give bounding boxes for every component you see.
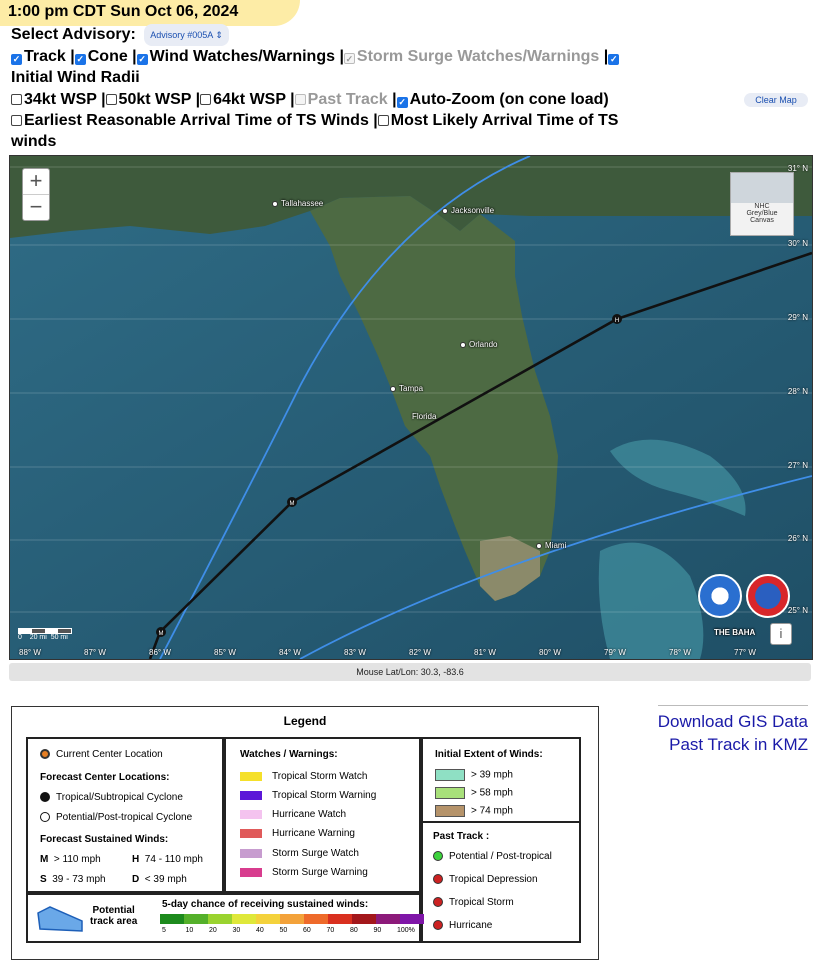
legend-extent-0: > 39 mph xyxy=(435,769,513,781)
wsp-color-1 xyxy=(184,914,208,924)
lat-label-25: 25° N xyxy=(787,606,808,615)
legend-watch-1: Tropical Storm Warning xyxy=(240,790,376,801)
city-dot-icon xyxy=(442,208,448,214)
legend-extent-title: Initial Extent of Winds: xyxy=(435,749,543,760)
legend-sustained-title: Forecast Sustained Winds: xyxy=(40,834,169,845)
lon-label-83: 83° W xyxy=(344,648,366,657)
wsp-tick-1: 10 xyxy=(185,927,194,934)
wsp-color-0 xyxy=(160,914,184,924)
state-florida: Florida xyxy=(412,412,437,421)
options-line-3: 34kt WSP | 50kt WSP | 64kt WSP | Past Track | ✓ Auto-Zoom (on cone load) xyxy=(11,90,609,110)
legend-current-center: Current Center Location xyxy=(40,749,163,760)
past-track-checkbox xyxy=(295,94,306,105)
lon-label-78: 78° W xyxy=(669,648,691,657)
legend-past-box xyxy=(421,821,581,943)
wsp-tick-0: 5 xyxy=(162,927,166,934)
past-track-kmz-link[interactable]: Past Track in KMZ xyxy=(669,735,808,754)
legend-m: M > 110 mph xyxy=(40,854,101,865)
legend-extent-2: > 74 mph xyxy=(435,805,513,817)
wsp64-label[interactable]: 64kt WSP xyxy=(213,91,286,108)
map-legend xyxy=(11,706,599,960)
scale-bar: 0 20 mi 50 mi xyxy=(18,628,72,641)
lon-label-85: 85° W xyxy=(214,648,236,657)
lon-label-79: 79° W xyxy=(604,648,626,657)
zoom-in-button[interactable]: + xyxy=(29,168,43,193)
auto-zoom-label[interactable]: Auto-Zoom (on cone load) xyxy=(409,91,609,108)
wsp-color-8 xyxy=(352,914,376,924)
map-canvas xyxy=(10,156,812,659)
legend-past-title: Past Track : xyxy=(433,831,490,842)
lat-label-28: 28° N xyxy=(787,387,808,396)
city-miami: Miami xyxy=(536,541,566,550)
legend-s: S 39 - 73 mph xyxy=(40,874,106,885)
track-point-h-label: H xyxy=(614,318,620,324)
city-orlando: Orlando xyxy=(460,340,497,349)
city-jacksonville: Jacksonville xyxy=(442,206,494,215)
options-line-5 xyxy=(11,132,56,152)
auto-zoom-checkbox[interactable]: ✓ xyxy=(398,97,406,107)
city-dot-icon xyxy=(536,543,542,549)
download-links xyxy=(658,705,808,756)
potential-track-area-icon xyxy=(36,905,84,933)
lon-label-86: 86° W xyxy=(149,648,171,657)
wsp-tick-4: 40 xyxy=(256,927,264,934)
wsp-gradient-bar xyxy=(160,914,424,924)
surge-warning-swatch xyxy=(240,868,262,877)
track-point-m2-label: M xyxy=(158,631,164,637)
label-bahamas: THE BAHA xyxy=(714,628,756,637)
past-tropical-storm-icon xyxy=(433,897,443,907)
likely-arrival-checkbox[interactable] xyxy=(378,115,389,126)
track-label[interactable]: Track xyxy=(24,48,66,65)
hurricane-warning-swatch xyxy=(240,829,262,838)
legend-wsp-title: 5-day chance of receiving sustained winds: xyxy=(162,899,369,910)
track-checkbox[interactable]: ✓ xyxy=(12,54,21,64)
wsp50-checkbox[interactable] xyxy=(106,94,117,105)
legend-past-0: Potential / Post-tropical xyxy=(433,851,552,862)
legend-past-3: Hurricane xyxy=(433,920,492,931)
advisory-timestamp: 1:00 pm CDT Sun Oct 06, 2024 xyxy=(0,0,300,26)
basemap-line2: Grey/Blue xyxy=(746,210,778,217)
legend-extent-1: > 58 mph xyxy=(435,787,513,799)
extent-39-swatch xyxy=(435,769,465,781)
wsp-color-6 xyxy=(304,914,328,924)
wsp-tick-5: 50 xyxy=(279,927,288,934)
track-point-h[interactable] xyxy=(612,314,622,324)
zoom-control xyxy=(22,168,50,221)
storm-map[interactable] xyxy=(9,155,813,660)
options-line-1: ✓ Track | ✓ Cone | ✓ Wind Watches/Warnings | ✓ Storm Surge Watches/Warnings | ✓ xyxy=(12,48,618,65)
nws-logo-icon xyxy=(746,574,790,618)
wind-watches-label[interactable]: Wind Watches/Warnings xyxy=(149,48,335,65)
lat-label-26: 26° N xyxy=(787,534,808,543)
past-post-tropical-icon xyxy=(433,851,443,861)
initial-wind-radii-checkbox[interactable]: ✓ xyxy=(609,54,618,64)
earliest-arrival-label[interactable]: Earliest Reasonable Arrival Time of TS Winds xyxy=(24,112,369,129)
legend-watch-3: Hurricane Warning xyxy=(240,828,355,839)
wsp34-checkbox[interactable] xyxy=(11,94,22,105)
legend-watches-box xyxy=(224,737,421,893)
legend-center-box xyxy=(26,737,224,893)
legend-watch-0: Tropical Storm Watch xyxy=(240,771,367,782)
download-gis-link[interactable]: Download GIS Data xyxy=(657,712,808,731)
basemap-toggle[interactable] xyxy=(730,172,794,236)
initial-wind-radii-label[interactable]: Initial Wind Radii xyxy=(11,69,140,86)
lat-label-30: 30° N xyxy=(787,239,808,248)
earliest-arrival-checkbox[interactable] xyxy=(11,115,22,126)
legend-title: Legend xyxy=(283,714,327,728)
legend-potential-track: Potential track area xyxy=(90,905,138,927)
wsp-color-2 xyxy=(208,914,232,924)
city-tallahassee: Tallahassee xyxy=(272,199,323,208)
lon-label-87: 87° W xyxy=(84,648,106,657)
wind-watches-checkbox[interactable]: ✓ xyxy=(138,54,146,64)
wsp-tick-3: 30 xyxy=(232,927,241,934)
city-dot-icon xyxy=(272,201,278,207)
legend-watches-title: Watches / Warnings: xyxy=(240,749,338,760)
cone-checkbox[interactable]: ✓ xyxy=(76,54,84,64)
wsp34-label[interactable]: 34kt WSP xyxy=(24,91,97,108)
wsp-tick-8: 80 xyxy=(350,927,358,934)
select-arrows-icon: ⇕ xyxy=(215,30,223,40)
storm-surge-checkbox: ✓ xyxy=(345,54,354,64)
past-track-label: Past Track xyxy=(307,91,388,108)
lat-label-27: 27° N xyxy=(787,461,808,470)
legend-watch-5: Storm Surge Warning xyxy=(240,867,368,878)
wsp-tick-9: 90 xyxy=(373,927,382,934)
wsp-tick-2: 20 xyxy=(209,927,217,934)
advisory-selected-value: Advisory #005A xyxy=(150,30,213,40)
city-dot-icon xyxy=(460,342,466,348)
wsp-color-9 xyxy=(376,914,400,924)
zoom-out-button[interactable]: − xyxy=(23,194,49,220)
lon-label-84: 84° W xyxy=(279,648,301,657)
wsp-color-10 xyxy=(400,914,424,924)
basemap-line1: NHC xyxy=(754,203,770,210)
track-point-m1-label: M xyxy=(289,501,295,507)
legend-tropical: Tropical/Subtropical Cyclone xyxy=(40,792,183,803)
surge-watch-swatch xyxy=(240,849,262,858)
legend-past-1: Tropical Depression xyxy=(433,874,538,885)
city-tampa: Tampa xyxy=(390,384,423,393)
basemap-line3: Canvas xyxy=(750,217,774,224)
advisory-label: Select Advisory: xyxy=(11,26,136,44)
legend-watch-2: Hurricane Watch xyxy=(240,809,346,820)
current-center-icon xyxy=(40,749,50,759)
info-button[interactable]: i xyxy=(770,623,792,645)
basemap-thumbnail xyxy=(731,173,793,203)
noaa-logo-icon xyxy=(698,574,742,618)
wsp64-checkbox[interactable] xyxy=(200,94,211,105)
past-hurricane-icon xyxy=(433,920,443,930)
lat-label-29: 29° N xyxy=(787,313,808,322)
advisory-select[interactable] xyxy=(144,24,229,46)
legend-forecast-title: Forecast Center Locations: xyxy=(40,772,170,783)
extent-74-swatch xyxy=(435,805,465,817)
wsp-color-3 xyxy=(232,914,256,924)
cone-label[interactable]: Cone xyxy=(87,48,128,65)
legend-d: D < 39 mph xyxy=(132,874,187,885)
wsp-color-7 xyxy=(328,914,352,924)
wsp-tick-10: 100% xyxy=(397,927,415,934)
tropical-dot-icon xyxy=(40,792,50,802)
options-line-2 xyxy=(11,68,140,88)
past-depression-icon xyxy=(433,874,443,884)
mouse-latlon-readout: Mouse Lat/Lon: 30.3, -83.6 xyxy=(9,663,811,681)
wsp-tick-7: 70 xyxy=(326,927,335,934)
lon-label-82: 82° W xyxy=(409,648,431,657)
likely-arrival-label[interactable]: Most Likely Arrival Time of TS xyxy=(390,112,619,129)
ts-watch-swatch xyxy=(240,772,262,781)
wsp-color-4 xyxy=(256,914,280,924)
city-dot-icon xyxy=(390,386,396,392)
legend-past-2: Tropical Storm xyxy=(433,897,514,908)
extent-58-swatch xyxy=(435,787,465,799)
likely-arrival-label-cont[interactable]: winds xyxy=(11,133,57,150)
lat-label-31: 31° N xyxy=(787,164,808,173)
advisory-selector-row xyxy=(11,24,229,46)
lon-label-77: 77° W xyxy=(734,648,756,657)
storm-surge-label: Storm Surge Watches/Warnings xyxy=(356,48,600,65)
wsp50-label[interactable]: 50kt WSP xyxy=(118,91,192,108)
legend-post-tropical: Potential/Post-tropical Cyclone xyxy=(40,812,192,823)
legend-watch-4: Storm Surge Watch xyxy=(240,848,359,859)
lon-label-80: 80° W xyxy=(539,648,561,657)
wsp-color-5 xyxy=(280,914,304,924)
post-tropical-dot-icon xyxy=(40,812,50,822)
lon-label-81: 81° W xyxy=(474,648,496,657)
track-point-m1[interactable] xyxy=(287,497,297,507)
legend-h: H 74 - 110 mph xyxy=(132,854,203,865)
options-line-4: Earliest Reasonable Arrival Time of TS Winds | Most Likely Arrival Time of TS xyxy=(11,111,618,131)
wsp-tick-6: 60 xyxy=(303,927,311,934)
track-point-m2[interactable] xyxy=(156,627,166,637)
clear-map-button[interactable]: Clear Map xyxy=(744,93,808,107)
legend-extent-box xyxy=(421,737,581,823)
hurricane-watch-swatch xyxy=(240,810,262,819)
lon-label-88: 88° W xyxy=(19,648,41,657)
ts-warning-swatch xyxy=(240,791,262,800)
